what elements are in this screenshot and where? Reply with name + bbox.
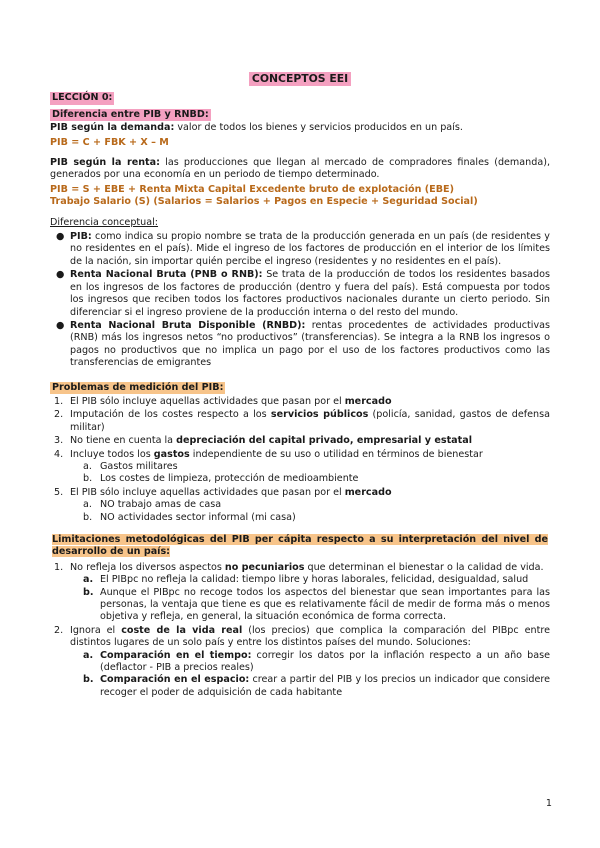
item-text: El PIB sólo incluye aquellas actividades que pasan por el <box>70 395 345 407</box>
sub-item <box>70 650 550 675</box>
sub-item-text: crear a partir del PIB y los precios un indicador que considere recoger el poder de adquisición de cada habitante <box>100 674 550 698</box>
formula-trabajo: Trabajo Salario (S) (Salarios = Salarios + Pagos en Especie + Seguridad Social) <box>50 196 478 208</box>
page-title: CONCEPTOS EEI <box>249 72 351 86</box>
bullet-rnbd <box>50 320 550 370</box>
item-number: 4. <box>54 448 64 460</box>
bullet-dot-icon: ● <box>56 269 65 281</box>
bullet-text: Se trata de la producción de todos los residentes basados en los ingresos de los factores de producción (dentro y fuera del país). Está compuesta por todos los ingresos que reciben todos los factores productivos nacionales durante un cierto periodo. Sin diferenciar si el ingreso proviene de la producción interna o del resto del mundo. <box>70 269 550 318</box>
sub-item-letter: a. <box>83 499 92 511</box>
bullet-label: PIB: <box>70 231 92 243</box>
sub-list <box>70 650 550 700</box>
item-text: No refleja los diversos aspectos <box>70 561 225 573</box>
bullet-label: Renta Nacional Bruta Disponible (RNBD): <box>70 319 306 331</box>
item-bold: depreciación del capital privado, empresarial y estatal <box>176 435 472 447</box>
item-bold: servicios públicos <box>270 409 369 421</box>
sub-item-text: NO trabajo amas de casa <box>100 499 222 511</box>
sub-item-letter: b. <box>83 674 94 686</box>
sub-item-letter: a. <box>83 649 94 661</box>
sub-item-letter: a. <box>83 574 94 586</box>
pib-demanda-paragraph <box>50 122 550 134</box>
sub-item-text: Aunque el PIBpc no recoge todos los aspectos del bienestar que sean importantes para las personas, la ventaja que tiene es que es relativamente fácil de medir de forma más o menos objetiva y refleja, en general, la situación económica de forma correcta. <box>100 586 550 623</box>
bullet-rnb <box>50 269 550 319</box>
limitaciones-list <box>50 562 550 699</box>
sub-item-letter: b. <box>83 473 93 485</box>
pib-renta-text: las producciones que llegan al mercado de compradores finales (demanda), generados por una economía en un periodo de tiempo determinado. <box>50 157 550 181</box>
problema-item <box>50 396 550 408</box>
item-text: Ignora el <box>70 624 122 636</box>
problema-item <box>50 409 550 434</box>
item-number: 5. <box>54 486 64 498</box>
sub-item-letter: a. <box>83 460 92 472</box>
item-number: 3. <box>54 435 64 447</box>
bullet-label: Renta Nacional Bruta (PNB o RNB): <box>70 269 263 281</box>
sub-item-text: Los costes de limpieza, protección de medioambiente <box>100 473 359 485</box>
item-text: que determinan el bienestar o la calidad de vida. <box>304 561 544 573</box>
section-heading-limitaciones <box>50 534 550 559</box>
sub-item-text: Gastos militares <box>100 460 178 472</box>
title-row <box>50 72 550 86</box>
sub-item <box>70 674 550 699</box>
item-bold: no pecuniarios <box>224 561 305 573</box>
bullet-pib <box>50 231 550 268</box>
bullet-dot-icon: ● <box>56 231 65 243</box>
pib-demanda-text: valor de todos los bienes y servicios producidos en un país. <box>174 122 463 134</box>
section-heading-text: Limitaciones metodológicas del PIB per cápita respecto a su interpretación del nivel de desarrollo de un país: <box>52 534 548 558</box>
formula-demanda: PIB = C + FBK + X – M <box>50 136 169 148</box>
sub-item-text: El PIBpc no refleja la calidad: tiempo libre y horas laborales, felicidad, desigualdad, salud <box>100 574 529 586</box>
item-number: 1. <box>54 395 64 407</box>
sub-item <box>70 461 550 473</box>
concept-heading: Diferencia conceptual: <box>50 216 159 228</box>
bullet-text: rentas procedentes de actividades productivas (RNB) más los ingresos netos “no productivos” (transferencias). Se integra a la RNB los ingresos o pagos no productivos que no implica un pago por el uso de los factores productivos como las transferencias de emigrantes <box>70 319 550 369</box>
item-number: 2. <box>54 624 64 636</box>
item-bold: gastos <box>153 448 190 460</box>
sub-item-text: NO actividades sector informal (mi casa) <box>100 511 296 523</box>
item-text: (los precios) que complica la comparación del PIBpc entre distintos lugares de un solo país y entre los distintos países del mundo. Soluciones: <box>70 624 550 649</box>
item-bold: mercado <box>344 395 392 407</box>
problema-item <box>50 449 550 486</box>
item-text: No tiene en cuenta la <box>70 435 177 447</box>
page-number: 1 <box>545 797 552 809</box>
lesson-heading: LECCIÓN 0: <box>52 92 113 104</box>
sub-item-label: Comparación en el espacio: <box>100 674 250 686</box>
pib-renta-paragraph <box>50 157 550 182</box>
item-number: 2. <box>54 409 64 421</box>
sub-item <box>70 473 550 485</box>
item-text: El PIB sólo incluye aquellas actividades que pasan por el <box>70 486 345 498</box>
sub-item <box>70 499 550 511</box>
concept-bullet-list <box>50 231 550 369</box>
sub-item <box>70 512 550 524</box>
bullet-text: como indica su propio nombre se trata de la producción generada en un país (de residentes y no residentes en el país). Mide el ingreso de los factores de producción en el interior de los límites de la nación, sin importar quién percibe el ingreso (residentes y no residentes en el país). <box>70 231 550 267</box>
problema-item <box>50 435 550 447</box>
problemas-list <box>50 396 550 524</box>
sub-list <box>70 499 550 524</box>
item-text: Imputación de los costes respecto a los <box>70 409 271 421</box>
sub-list <box>70 574 550 624</box>
item-bold: mercado <box>344 486 392 498</box>
formula-renta: PIB = S + EBE + Renta Mixta Capital Excedente bruto de explotación (EBE) <box>50 183 454 195</box>
sub-item-letter: b. <box>83 511 93 523</box>
item-number: 1. <box>54 561 64 573</box>
item-text: Incluye todos los <box>70 448 154 460</box>
section-heading-pib-rnbd: Diferencia entre PIB y RNBD: <box>52 108 209 120</box>
sub-item <box>70 574 550 586</box>
sub-item <box>70 587 550 624</box>
section-heading-problemas: Problemas de medición del PIB: <box>52 381 224 393</box>
sub-item-text: corregir los datos por la inflación respecto a un año base (deflactor - PIB a precios reales) <box>100 649 550 674</box>
limitacion-item <box>50 625 550 699</box>
item-text: independiente de su uso o utilidad en términos de bienestar <box>189 448 483 460</box>
bullet-dot-icon: ● <box>56 319 65 331</box>
sub-item-label: Comparación en el tiempo: <box>100 649 252 661</box>
item-bold: coste de la vida real <box>121 624 243 636</box>
item-text: (policía, sanidad, gastos de defensa militar) <box>70 409 550 433</box>
pib-renta-label: PIB según la renta: <box>50 157 160 169</box>
problema-item <box>50 487 550 524</box>
pib-demanda-label: PIB según la demanda: <box>50 122 175 134</box>
sub-item-letter: b. <box>83 586 94 598</box>
sub-list <box>70 461 550 486</box>
limitacion-item <box>50 562 550 624</box>
